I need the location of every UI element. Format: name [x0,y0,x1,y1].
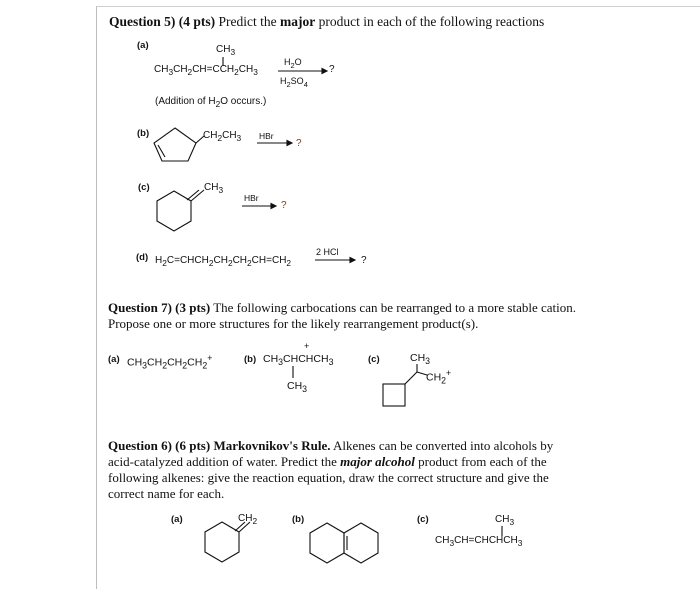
q5c-label: (c) [138,182,150,193]
cyclobutane-ring-icon [383,364,427,406]
q5c-arrow [242,204,276,209]
q5d-arrow [315,258,355,263]
q5b-product: ? [296,138,302,149]
q6b-label: (b) [292,514,305,525]
q5c-reagent: HBr [244,193,259,203]
q5a-reactant: $CH_3CH_2CH=CCH_2CH_3$ [154,64,258,77]
q5-title: Question 5) (4 pts) Predict the major product in each of the following reactions [109,14,545,29]
q6c-chain: $CH_3CH=CHCHCH_3$ [435,535,523,548]
q7c-label: (c) [368,354,380,365]
q5b-reagent: HBr [259,131,274,141]
cyclohexane-ring-icon [157,190,204,231]
bicyclic-ring-icon [310,523,378,563]
q6c-label: (c) [417,514,429,525]
q5d-reactant: $H_2C=CHCH_2CH_2CH_2CH=CH_2$ [155,255,292,268]
q5a-reagent-top: $H_2O$ [284,57,302,70]
q5a-reagent-bottom: $H_2SO_4$ [280,76,308,89]
q5c-substituent: $CH_3$ [204,182,224,195]
q5d-reagent: 2 HCl [316,247,339,257]
q7-text: Question 7) (3 pts) The following carbocations can be rearranged to a more stable cation. Propose one or more structures for the likely rearrangement product(s). [108,300,576,331]
q7c-cation: $CH_2^+$ [426,368,452,386]
q7a-formula: $CH_3CH_2CH_2CH_2^+$ [127,353,213,371]
q7a-label: (a) [108,354,120,365]
q5a-label: (a) [137,40,149,51]
q5a-arrow [278,69,327,74]
cyclopentene-ring-icon [154,128,204,161]
q5a-product: ? [329,64,335,75]
q5c-product: ? [281,200,287,211]
q6a-substituent: $CH_2$ [238,513,258,526]
q7b-plus: + [304,341,310,351]
q6a-label: (a) [171,514,183,525]
q6-text: Question 6) (6 pts) Markovnikov's Rule. Alkenes can be converted into alcohols by acid-catalyzed addition of water. Predict the major alcohol product from each of the following alkenes: give the reaction equation, draw the correct structure and give the correct name for each. [108,438,554,501]
q5d-label: (d) [136,252,149,263]
q5a-note: (Addition of $H_2O$ occurs.) [155,96,267,109]
q5a-methyl: $CH_3$ [216,44,236,57]
methylenecyclohexane-ring-icon [205,522,250,562]
q6c-methyl: $CH_3$ [495,514,515,527]
q7b-label: (b) [244,354,257,365]
q5b-label: (b) [137,128,150,139]
q5d-product: ? [361,255,367,266]
q7b-branch: $CH_3$ [287,380,308,395]
q5b-substituent: $CH_2CH_3$ [203,130,242,143]
q7c-methyl: $CH_3$ [410,352,431,367]
q7b-formula: $CH_3CHCHCH_3$ [263,353,334,368]
q5b-arrow [257,141,292,146]
